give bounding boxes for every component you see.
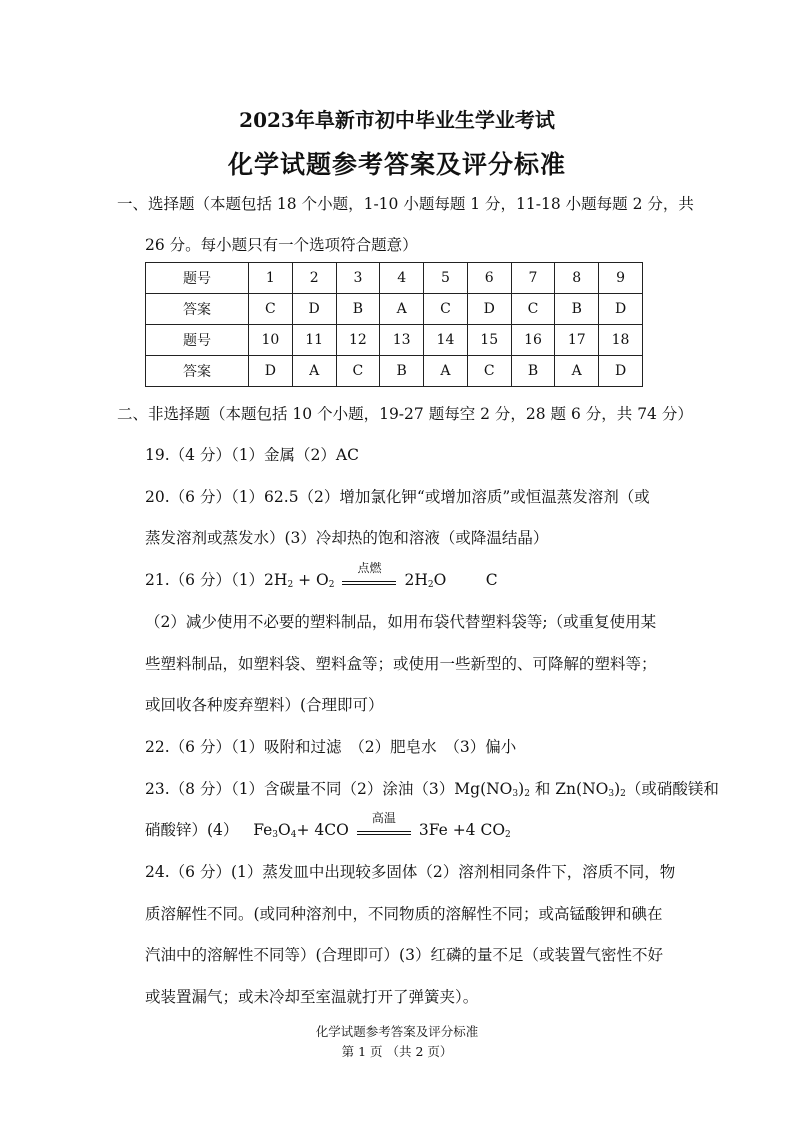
table-cell: 8 xyxy=(555,263,599,294)
answer-24-cont3: 或装置漏气；或未冷却至室温就打开了弹簧夹）。 xyxy=(145,988,479,1006)
condition-label: 点燃 xyxy=(357,561,382,575)
answer-21-equation: 21.（6 分）$(1)2H_2 + O_2$ 点燃 $2H_2O$ C xyxy=(145,561,498,590)
table-cell: D xyxy=(292,294,336,325)
answer-24-cont: 质溶解性不同。(或同种溶剂中，不同物质的溶解性不同；或高锰酸钾和碘在 xyxy=(145,905,663,923)
exam-title: 2023年阜新市初中毕业生学业考试 xyxy=(239,108,555,132)
equation-start: 21.（6 分）（1）2H xyxy=(145,571,288,589)
table-cell: B xyxy=(380,356,424,387)
answer-21-choice: C xyxy=(485,571,498,589)
table-cell: 题号 xyxy=(146,325,249,356)
table-cell: 15 xyxy=(467,325,511,356)
condition-label: 高温 xyxy=(371,811,396,825)
table-row xyxy=(146,294,643,325)
table-cell: 1 xyxy=(249,263,293,294)
table-cell: 7 xyxy=(511,263,555,294)
table-cell: 16 xyxy=(511,325,555,356)
table-cell: B xyxy=(336,294,380,325)
answer-19: 19.（4 分）（1）金属（2）AC xyxy=(145,446,359,464)
answer-20: 20.（6 分）（1）62.5（2）增加氯化钾“或增加溶质”或恒温蒸发溶剂（或 xyxy=(145,488,650,506)
reaction-condition xyxy=(357,811,411,835)
answer-23-end: （或硝酸镁和 xyxy=(625,780,719,798)
table-cell: D xyxy=(599,356,643,387)
answer-24-cont2: 汽油中的溶解性不同等）(合理即可）(3）红磷的量不足（或装置气密性不好 xyxy=(145,946,663,964)
footer-title: 化学试题参考答案及评分标准 xyxy=(315,1024,479,1039)
table-cell: D xyxy=(467,294,511,325)
table-cell: A xyxy=(292,356,336,387)
table-cell: C xyxy=(336,356,380,387)
table-cell: 10 xyxy=(249,325,293,356)
answer-23-start: 23.（8 分）（1）含碳量不同（2）涂油（3） xyxy=(145,780,455,798)
table-cell: B xyxy=(555,294,599,325)
answer-21-cont: 些塑料制品，如塑料袋、塑料盒等；或使用一些新型的、可降解的塑料等； xyxy=(145,655,657,673)
table-cell: 答案 xyxy=(146,356,249,387)
reaction-condition xyxy=(342,561,396,585)
table-cell: C xyxy=(511,294,555,325)
double-arrow-icon xyxy=(357,831,411,835)
answer-22: 22.（6 分）（1）吸附和过滤 （2）肥皂水 （3）偏小 xyxy=(145,738,517,756)
table-cell: B xyxy=(511,356,555,387)
answer-23-part4: 硝酸锌）(4） xyxy=(145,821,239,839)
table-cell: 6 xyxy=(467,263,511,294)
table-cell: 9 xyxy=(599,263,643,294)
answer-24: 24.（6 分）(1）蒸发皿中出现较多固体（2）溶剂相同条件下，溶质不同，物 xyxy=(145,863,676,881)
answer-23-equation: 硝酸锌）(4） $Fe_3O_4+ 4CO$ 高温 3Fe +4 $CO_2$ xyxy=(145,811,511,840)
table-cell: D xyxy=(599,294,643,325)
section1-heading: 一、选择题（本题包括 18 个小题，1-10 小题每题 1 分，11-18 小题每题 2 分，共 xyxy=(117,195,694,213)
table-cell: 13 xyxy=(380,325,424,356)
table-cell: C xyxy=(467,356,511,387)
table-cell: 4 xyxy=(380,263,424,294)
answer-key-title: 化学试题参考答案及评分标准 xyxy=(227,150,566,179)
table-cell: A xyxy=(424,356,468,387)
table-cell: A xyxy=(555,356,599,387)
answer-23: 23.（8 分）（1）含碳量不同（2）涂油$(3)Mg(NO_3)_2$ 和 $Zn(NO_3)_2$（或硝酸镁和 xyxy=(145,780,719,799)
table-cell: 11 xyxy=(292,325,336,356)
table-row xyxy=(146,325,643,356)
table-cell: 17 xyxy=(555,325,599,356)
table-cell: 题号 xyxy=(146,263,249,294)
table-cell: 2 xyxy=(292,263,336,294)
table-row xyxy=(146,263,643,294)
table-cell: 5 xyxy=(424,263,468,294)
section2-heading: 二、非选择题（本题包括 10 个小题，19-27 题每空 2 分，28 题 6 分，共 74 分） xyxy=(117,405,693,423)
table-cell: 3 xyxy=(336,263,380,294)
page-number: 第 1 页 （共 2 页） xyxy=(341,1044,453,1059)
table-cell: 答案 xyxy=(146,294,249,325)
section1-heading-cont: 26 分。每小题只有一个选项符合题意） xyxy=(145,236,418,254)
answer-20-cont: 蒸发溶剂或蒸发水）(3）冷却热的饱和溶液（或降温结晶） xyxy=(145,529,549,547)
table-cell: C xyxy=(424,294,468,325)
table-cell: A xyxy=(380,294,424,325)
table-row xyxy=(146,356,643,387)
table-cell: C xyxy=(249,294,293,325)
answer-21-cont2: 或回收各种废弃塑料）(合理即可） xyxy=(145,696,384,714)
answer-table xyxy=(145,262,643,387)
double-arrow-icon xyxy=(342,581,396,585)
table-cell: 14 xyxy=(424,325,468,356)
table-cell: 18 xyxy=(599,325,643,356)
table-cell: D xyxy=(249,356,293,387)
answer-21-part2: （2）减少使用不必要的塑料制品，如用布袋代替塑料袋等;（或重复使用某 xyxy=(145,613,657,631)
table-cell: 12 xyxy=(336,325,380,356)
